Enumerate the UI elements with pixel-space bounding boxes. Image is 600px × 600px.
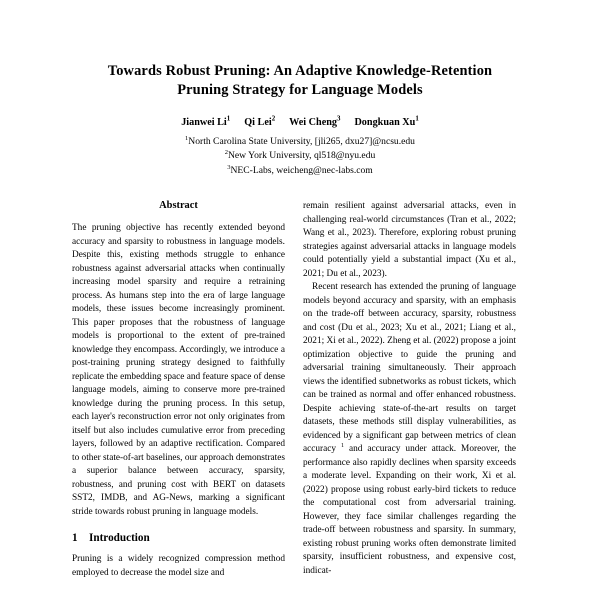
abstract-heading: Abstract [159, 200, 198, 211]
author-entry [181, 117, 230, 128]
affiliation-item [72, 164, 528, 178]
author-affiliation-mark: 1 [226, 115, 231, 123]
affiliation-text: NEC-Labs, weicheng@nec-labs.com [230, 164, 373, 176]
author-entry [289, 117, 340, 128]
abstract-paragraph: The pruning objective has recently extended beyond accuracy and sparsity to robustness in language models. Despite this, existing methods struggle to enhance robustness against adversarial attacks when continually increasing model sparsity and require a retraining process. As humans step into the era of large language models, these issues become increasingly prominent. This paper proposes that the robustness of language models is proportional to the extent of pre-trained knowledge they encompass. Accordingly, we introduce a post-training pruning strategy designed to faithfully replicate the embedding space and feature space of dense language models, aiming to conserve more pre-trained knowledge during the pruning process. In this setup, each layer's reconstruction error not only originates from itself but also includes cumulative error from preceding layers, followed by an adaptive rectification. Compared to other state-of-art baselines, our approach demonstrates a superior balance between accuracy, sparsity, robustness, and pruning cost with BERT on datasets SST2, IMDB, and AG-News, marking a significant stride towards robust pruning in language models. [72, 223, 285, 517]
paper-title-line-1: Towards Robust Pruning: An Adaptive Knowledge-Retention [107, 63, 493, 79]
affiliation-item [72, 149, 528, 163]
author-entry [354, 117, 418, 128]
affiliation-mark: 3 [227, 163, 231, 171]
author-name: Jianwei Li [181, 117, 227, 129]
section-number: 1 [72, 532, 78, 545]
author-list [72, 100, 528, 129]
paragraph-text-part-a: Recent research has extended the pruning of language models beyond accuracy and sparsity, with an emphasis on the trade-off between accuracy, sparsity, robustness and cost (Du et al., 2023; Xu et al., 2021; Liang et al., 2021; Xi et al., 2022). Zheng et al. (2022) propose a joint optimization objective to guide the pruning and adversarial training simultaneously. Their approach views the identified subnetworks as robust tickets, which can be trained as normal and offer enhanced robustness. Despite achieving state-of-the-art results on target datasets, these methods still display vulnerabilities, as evidenced by a significant gap between metrics of clean accuracy [303, 282, 516, 455]
section-title: Introduction [89, 532, 150, 545]
footnote-reference-marker: 1 [341, 443, 345, 450]
affiliation-mark: 1 [185, 135, 189, 143]
paper-title [72, 0, 528, 100]
paragraph-text-part-b: and accuracy under attack. Moreover, the performance also rapidly declines when sparsity exceeds a moderate level. Expanding on their work, Xi et al. (2022) propose using robust early-bird tickets to reduce the computational cost from adversarial training. However, they face similar challenges regarding the trade-off between robustness and sparsity. In summary, existing robust pruning works often demonstrate limited sparsity, insufficient robustness, and expensive cost, indicat- [303, 444, 516, 576]
section-heading-introduction [72, 519, 285, 553]
affiliation-text: New York University, ql518@nyu.edu [227, 150, 376, 162]
affiliation-item [72, 135, 528, 149]
right-column [303, 200, 516, 600]
author-name: Dongkuan Xu [354, 117, 416, 129]
author-affiliation-mark: 1 [415, 115, 419, 123]
author-name: Wei Cheng [289, 117, 337, 129]
author-name: Qi Lei [244, 117, 272, 129]
introduction-paragraph: Pruning is a widely recognized compression method employed to decrease the model size and [72, 554, 285, 578]
body-paragraph-continued: remain resilient against adversarial attacks, even in challenging real-world circumstances (Tran et al., 2022; Wang et al., 2023). Therefore, exploring robust pruning strategies against adversarial attacks in language models could potentially yield a substantial impact (Xu et al., 2021; Du et al., 2023). [303, 201, 516, 279]
author-entry [244, 117, 275, 128]
two-column-body [72, 200, 528, 600]
author-affiliation-mark: 2 [271, 115, 276, 123]
paper-title-line-2: Pruning Strategy for Language Models [177, 82, 423, 99]
affiliation-list [72, 129, 528, 178]
author-affiliation-mark: 3 [336, 115, 341, 123]
body-paragraph-recent-research [303, 281, 516, 578]
left-column [72, 200, 285, 600]
affiliation-mark: 2 [224, 149, 228, 157]
affiliation-text: North Carolina State University, [jli265, dxu27]@ncsu.edu [188, 136, 415, 148]
